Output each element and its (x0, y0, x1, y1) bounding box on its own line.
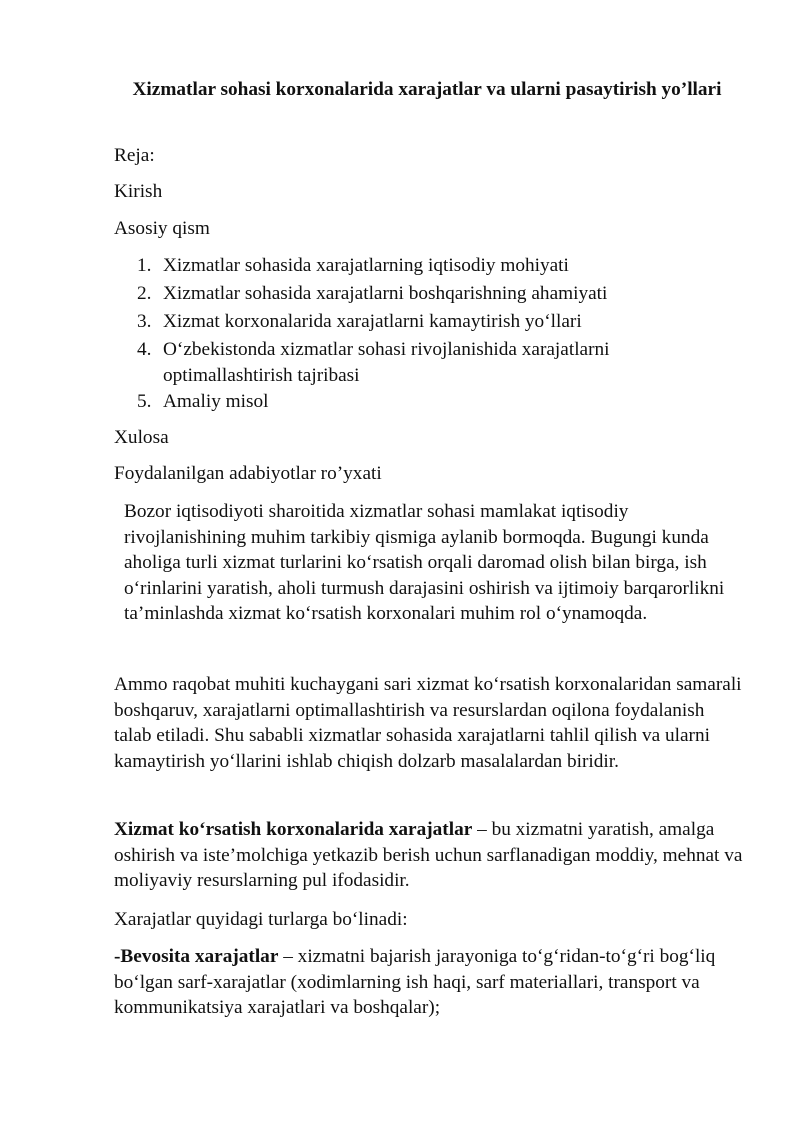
list-item-text: O‘zbekistonda xizmatlar sohasi rivojlanishida xarajatlarni optimallashtirish tajribasi (163, 339, 610, 386)
list-item (114, 389, 740, 415)
paragraph-direct-costs (114, 944, 746, 1021)
plan-list (114, 253, 740, 417)
intro-heading: Kirish (114, 181, 163, 202)
direct-costs-text: – xizmatni bajarish jarayoniga to‘g‘ridan-to‘g‘ri bog‘liq bo‘lgan sarf-xarajatlar (xodimlarning ish haqi, sarf materiallari, transport va kommunikatsiya xarajatlari va boshqalar); (114, 946, 716, 1018)
list-item (114, 253, 740, 279)
paragraph-competition: Ammo raqobat muhiti kuchaygani sari xizmat ko‘rsatish korxonalaridan samarali boshqaruv, xarajatlarni optimallashtirish va resurslardan oqilona foydalanish talab etiladi. Shu sababli xizmatlar sohasida xarajatlarni tahlil qilish va ularni kamaytirish yo‘llarini ishlab chiqish dolzarb masalalardan biridir. (114, 674, 742, 772)
references-heading: Foydalanilgan adabiyotlar ro’yxati (114, 463, 382, 484)
list-item-text: Amaliy misol (163, 391, 269, 412)
expense-types-intro: Xarajatlar quyidagi turlarga bo‘linadi: (114, 909, 408, 930)
list-item-text: Xizmatlar sohasida xarajatlarni boshqarishning ahamiyati (163, 283, 608, 304)
definition-term: Xizmat ko‘rsatish korxonalarida xarajatlar (114, 819, 473, 840)
list-item-text: Xizmat korxonalarida xarajatlarni kamaytirish yo‘llari (163, 311, 582, 332)
list-item (114, 281, 740, 307)
list-item (114, 309, 740, 335)
conclusion-heading: Xulosa (114, 427, 169, 448)
list-item-text: Xizmatlar sohasida xarajatlarning iqtisodiy mohiyati (163, 255, 569, 276)
paragraph-definition (114, 817, 746, 894)
list-item (114, 337, 740, 389)
list-item-number: 4. (137, 339, 152, 360)
list-item-number: 3. (137, 311, 152, 332)
list-item-number: 5. (137, 391, 152, 412)
main-part-heading: Asosiy qism (114, 218, 210, 239)
plan-heading: Reja: (114, 145, 155, 166)
direct-costs-term: -Bevosita xarajatlar (114, 946, 279, 967)
list-item-number: 1. (137, 255, 152, 276)
document-title: Xizmatlar sohasi korxonalarida xarajatlar va ularni pasaytirish yo’llari (132, 79, 722, 100)
paragraph-intro: Bozor iqtisodiyoti sharoitida xizmatlar sohasi mamlakat iqtisodiy rivojlanishining muhim tarkibiy qismiga aylanib bormoqda. Bugungi kunda aholiga turli xizmat turlarini ko‘rsatish orqali daromad olish bilan birga, ish o‘rinlarini yaratish, aholi turmush darajasini oshirish va ijtimoiy barqarorlikni ta’minlashda xizmat ko‘rsatish korxonalari muhim rol o‘ynamoqda. (124, 501, 725, 624)
definition-text: – bu xizmatni yaratish, amalga oshirish va iste’molchiga yetkazib berish uchun sarflanadigan moddiy, mehnat va moliyaviy resurslarning pul ifodasidir. (114, 819, 743, 891)
list-item-number: 2. (137, 283, 152, 304)
